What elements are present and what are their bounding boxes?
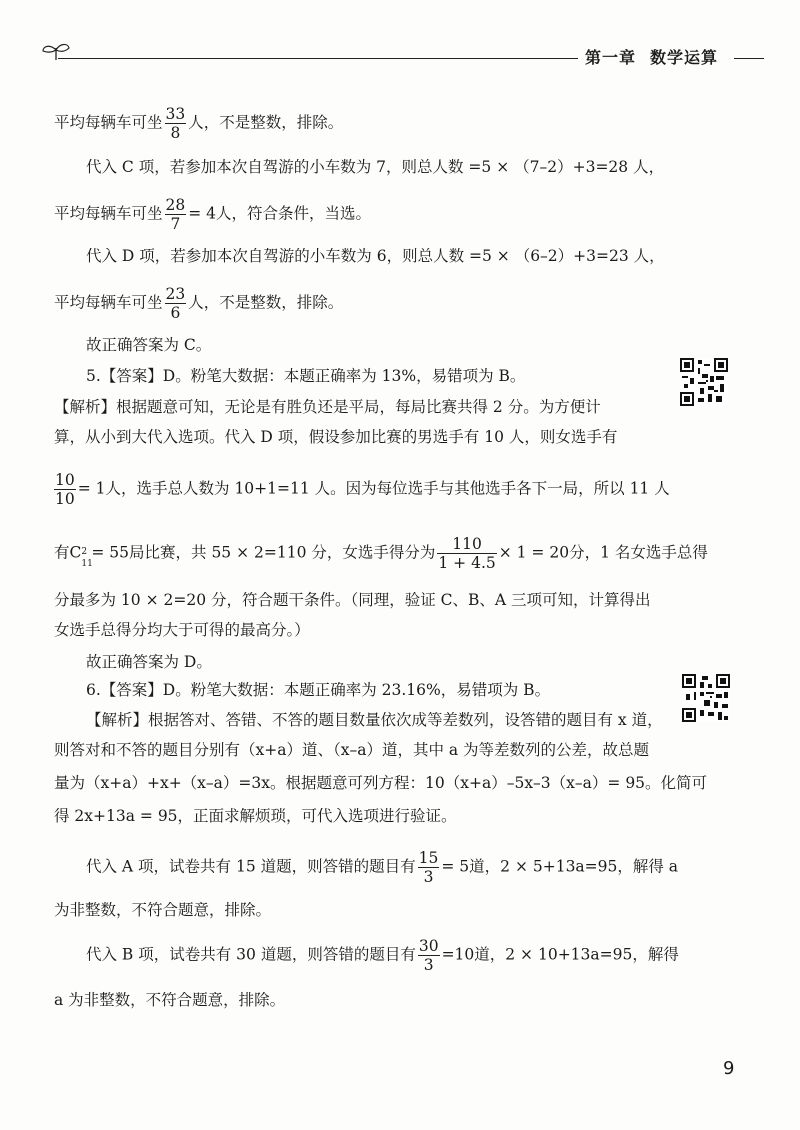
subscript: 11 — [81, 558, 93, 569]
text-line: 算，从小到大代入选项。代入 D 项，假设参加比赛的男选手有 10 人，则女选手有 — [54, 428, 618, 446]
fraction — [418, 937, 440, 974]
numerator: 15 — [418, 849, 439, 867]
text-line: 故正确答案为 D。 — [86, 653, 212, 671]
chapter-heading — [585, 45, 718, 68]
fraction — [165, 285, 187, 322]
fraction — [437, 535, 496, 572]
text-line: 代入 C 项，若参加本次自驾游的小车数为 7，则总人数 =5 × （7–2）+3=28 人， — [86, 158, 665, 176]
answer-line: 6.【答案】D。粉笔大数据：本题正确率为 23.16%，易错项为 B。 — [86, 681, 551, 699]
text: = 5道，2 × 5+13a=95，解得 a — [441, 857, 679, 876]
chapter-title: 数学运算 — [650, 48, 719, 67]
text-line: a 为非整数，不符合题意，排除。 — [54, 991, 286, 1009]
header-rule — [58, 58, 578, 59]
text-line: 分最多为 10 × 2=20 分，符合题干条件。（同理，验证 C、B、A 三项可知，计算得出 — [54, 591, 651, 609]
page-number: 9 — [723, 1058, 735, 1079]
text: 人，不是整数，排除。 — [188, 293, 344, 312]
denominator: 8 — [170, 124, 181, 142]
text: = 1人，选手总人数为 10+1=11 人。因为每位选手与其他选手各下一局，所以 11 人 — [77, 479, 670, 498]
fraction — [418, 849, 440, 886]
text: 人，不是整数，排除。 — [188, 113, 344, 132]
chapter-number: 第一章 — [585, 48, 637, 67]
text-line: 代入 D 项，若参加本次自驾游的小车数为 6，则总人数 =5 × （6–2）+3=23 人， — [86, 247, 665, 265]
qr-code-icon[interactable] — [680, 358, 728, 406]
text: 代入 B 项，试卷共有 30 道题，则答错的题目有 — [86, 945, 416, 964]
qr-code-icon[interactable] — [682, 674, 730, 722]
text: × 1 = 20分，1 名女选手总得 — [498, 543, 708, 562]
text-line — [86, 849, 678, 886]
answer-line: 5.【答案】D。粉笔大数据：本题正确率为 13%，易错项为 B。 — [86, 367, 526, 385]
text-line — [54, 105, 343, 142]
text: 平均每辆车可坐 — [54, 293, 163, 312]
text-line: 故正确答案为 C。 — [86, 336, 212, 354]
text: = 4人，符合条件，当选。 — [188, 204, 372, 223]
denominator: 3 — [423, 956, 434, 974]
text: 有C — [54, 543, 82, 562]
text-line: 则答对和不答的题目分别有（x+a）道、（x–a）道，其中 a 为等差数列的公差，故总题 — [54, 741, 650, 759]
denominator: 1 + 4.5 — [438, 554, 496, 572]
denominator: 6 — [170, 304, 181, 322]
text-line — [54, 471, 670, 508]
header-rule-right — [734, 58, 764, 59]
text-line — [54, 535, 708, 572]
numerator: 110 — [437, 535, 496, 554]
numerator: 30 — [418, 937, 439, 955]
superscript: 2 — [81, 546, 88, 557]
fraction — [165, 105, 187, 142]
text: 代入 A 项，试卷共有 15 道题，则答错的题目有 — [86, 857, 416, 876]
fraction — [165, 196, 187, 233]
numerator: 33 — [165, 105, 186, 123]
denominator: 10 — [55, 490, 75, 508]
text-line: 量为（x+a）+x+（x–a）=3x。根据题意可列方程：10（x+a）–5x–3（x–a）= 95。化简可 — [54, 774, 708, 792]
text: 平均每辆车可坐 — [54, 113, 163, 132]
text-line: 【解析】根据题意可知，无论是有胜负还是平局，每局比赛共得 2 分。为方便计 — [54, 398, 601, 416]
text-line: 为非整数，不符合题意，排除。 — [54, 901, 272, 919]
numerator: 23 — [165, 285, 186, 303]
denominator: 3 — [423, 868, 434, 886]
fraction — [54, 471, 76, 508]
text-line: 【解析】根据答对、答错、不答的题目数量依次成等差数列，设答错的题目有 x 道， — [86, 711, 663, 729]
numerator: 10 — [55, 471, 75, 489]
text: = 55局比赛，共 55 × 2=110 分，女选手得分为 — [91, 543, 436, 562]
text-line: 得 2x+13a = 95，正面求解烦琐，可代入选项进行验证。 — [54, 807, 457, 825]
text-line — [54, 285, 343, 322]
page-header — [0, 0, 800, 80]
text: =10道，2 × 10+13a=95，解得 — [441, 945, 679, 964]
numerator: 28 — [165, 196, 186, 214]
text-line: 女选手总得分均大于可得的最高分。） — [54, 621, 310, 639]
sprout-logo-icon — [40, 40, 72, 64]
text-line — [54, 196, 371, 233]
text-line — [86, 937, 679, 974]
denominator: 7 — [170, 215, 181, 233]
text: 平均每辆车可坐 — [54, 204, 163, 223]
